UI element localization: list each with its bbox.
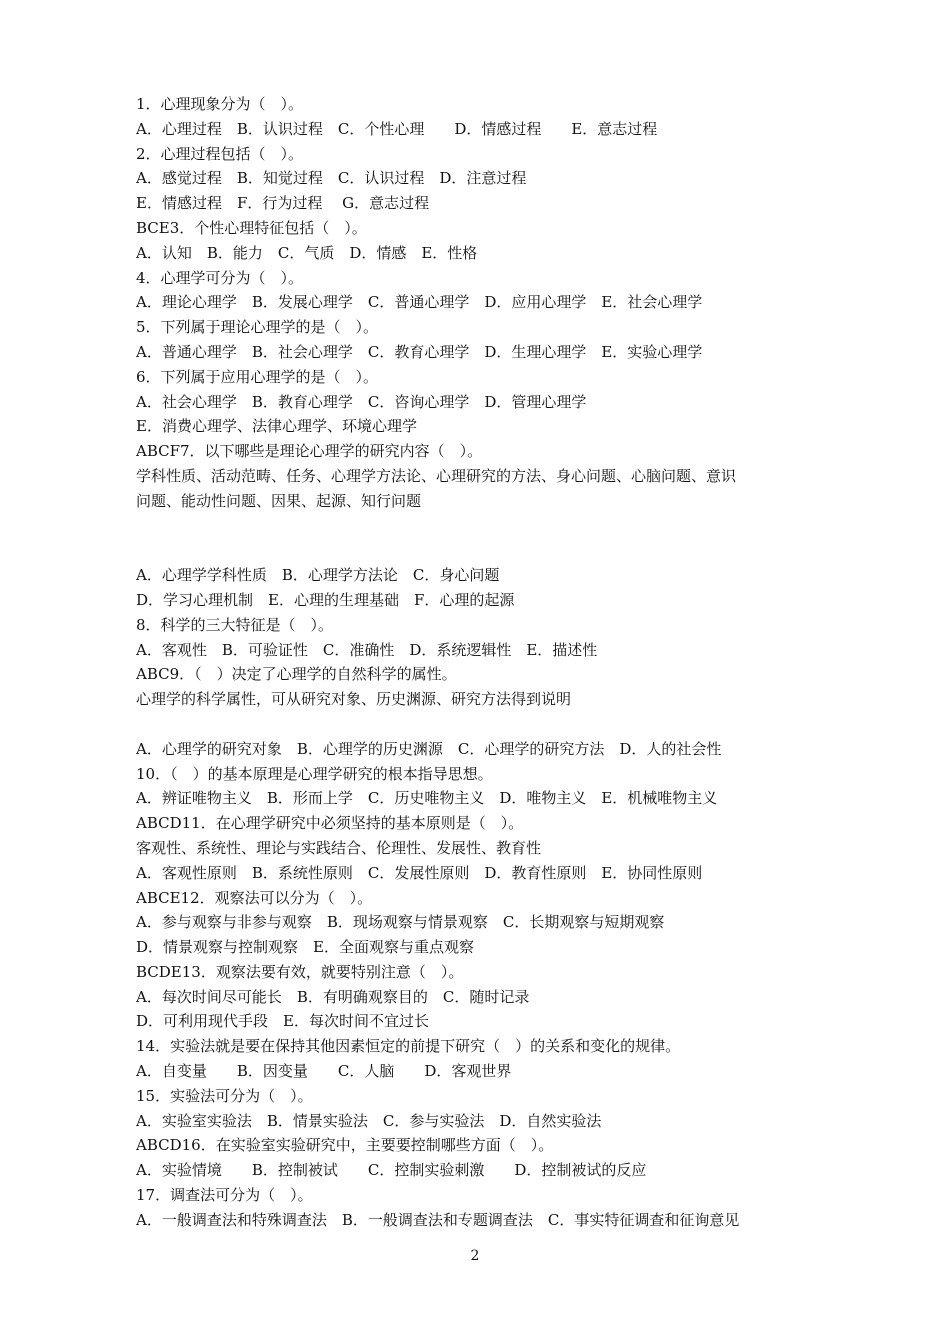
document-body: [136, 92, 826, 1233]
text-line: A．社会心理学 B．教育心理学 C．咨询心理学 D．管理心理学: [136, 392, 587, 411]
blank-line: [136, 538, 826, 563]
text-line: A．辨证唯物主义 B．形而上学 C．历史唯物主义 D．唯物主义 E．机械唯物主义: [136, 789, 718, 808]
blank-line: [136, 514, 826, 539]
text-line: 1．心理现象分为（ ）。: [136, 95, 304, 113]
text-line: BCDE13．观察法要有效，就要特别注意（ ）。: [136, 962, 464, 981]
text-line: 2．心理过程包括（ ）。: [136, 144, 304, 163]
text-line: A．客观性 B．可验证性 C．准确性 D．系统逻辑性 E．描述性: [136, 640, 598, 659]
text-line: 客观性、系统性、理论与实践结合、伦理性、发展性、教育性: [136, 838, 542, 857]
text-line: A．实验室实验法 B．情景实验法 C．参与实验法 D．自然实验法: [136, 1111, 602, 1130]
text-line: 问题、能动性问题、因果、起源、知行问题: [136, 491, 422, 510]
text-line: 心理学的科学属性，可从研究对象、历史渊源、研究方法得到说明: [136, 690, 572, 709]
text-line: 4．心理学可分为（ ）。: [136, 268, 304, 287]
blank-line: [136, 712, 826, 737]
text-line: D．可利用现代手段 E．每次时间不宜过长: [136, 1012, 429, 1031]
text-line: A．一般调查法和特殊调查法 B．一般调查法和专题调查法 C．事实特征调查和征询意见: [136, 1210, 740, 1229]
text-line: 17．调查法可分为（ ）。: [136, 1186, 313, 1205]
text-line: ABCD16．在实验室实验研究中，主要要控制哪些方面（ ）。: [136, 1136, 554, 1155]
text-line: 15．实验法可分为（ ）。: [136, 1086, 313, 1105]
text-line: BCE3．个性心理特征包括（ ）。: [136, 218, 367, 237]
text-line: 14．实验法就是要在保持其他因素恒定的前提下研究（ ）的关系和变化的规律。: [136, 1037, 681, 1056]
text-line: 10．（ ）的基本原理是心理学研究的根本指导思想。: [136, 764, 493, 783]
page-number: 2: [470, 1248, 480, 1264]
text-line: A．客观性原则 B．系统性原则 C．发展性原则 D．教育性原则 E．协同性原则: [136, 863, 703, 882]
text-line: A．感觉过程 B．知觉过程 C．认识过程 D．注意过程: [136, 169, 527, 188]
text-line: 学科性质、活动范畴、任务、心理学方法论、心理研究的方法、身心问题、心脑问题、意识: [136, 466, 737, 485]
text-line: A．自变量 B．因变量 C．人脑 D．客观世界: [136, 1062, 512, 1081]
text-line: ABC9．（ ）决定了心理学的自然科学的属性。: [136, 665, 457, 684]
text-line: A．参与观察与非参与观察 B．现场观察与情景观察 C．长期观察与短期观察: [136, 913, 665, 932]
text-line: 5．下列属于理论心理学的是（ ）。: [136, 318, 379, 337]
text-line: E．情感过程 F．行为过程 G．意志过程: [136, 194, 430, 213]
text-line: A．心理过程 B．认识过程 C．个性心理 D．情感过程 E．意志过程: [136, 119, 658, 138]
text-line: E．消费心理学、法律心理学、环境心理学: [136, 417, 417, 436]
text-line: A．认知 B．能力 C．气质 D．情感 E．性格: [136, 243, 478, 262]
text-line: A．心理学的研究对象 B．心理学的历史渊源 C．心理学的研究方法 D．人的社会性: [136, 739, 722, 758]
text-line: ABCD11．在心理学研究中必须坚持的基本原则是（ ）。: [136, 814, 524, 833]
text-line: D．情景观察与控制观察 E．全面观察与重点观察: [136, 938, 474, 957]
text-line: ABCF7．以下哪些是理论心理学的研究内容（ ）。: [136, 442, 483, 461]
text-line: A．每次时间尽可能长 B．有明确观察目的 C．随时记录: [136, 987, 530, 1006]
text-line: 8．科学的三大特征是（ ）。: [136, 615, 334, 634]
text-line: A．心理学学科性质 B．心理学方法论 C．身心问题: [136, 566, 500, 585]
text-line: A．普通心理学 B．社会心理学 C．教育心理学 D．生理心理学 E．实验心理学: [136, 342, 703, 361]
text-line: D．学习心理机制 E．心理的生理基础 F．心理的起源: [136, 590, 515, 609]
text-line: A．实验情境 B．控制被试 C．控制实验刺激 D．控制被试的反应: [136, 1161, 647, 1180]
text-line: 6．下列属于应用心理学的是（ ）。: [136, 367, 379, 386]
text-line: ABCE12．观察法可以分为（ ）。: [136, 888, 373, 907]
text-line: A．理论心理学 B．发展心理学 C．普通心理学 D．应用心理学 E．社会心理学: [136, 293, 703, 312]
